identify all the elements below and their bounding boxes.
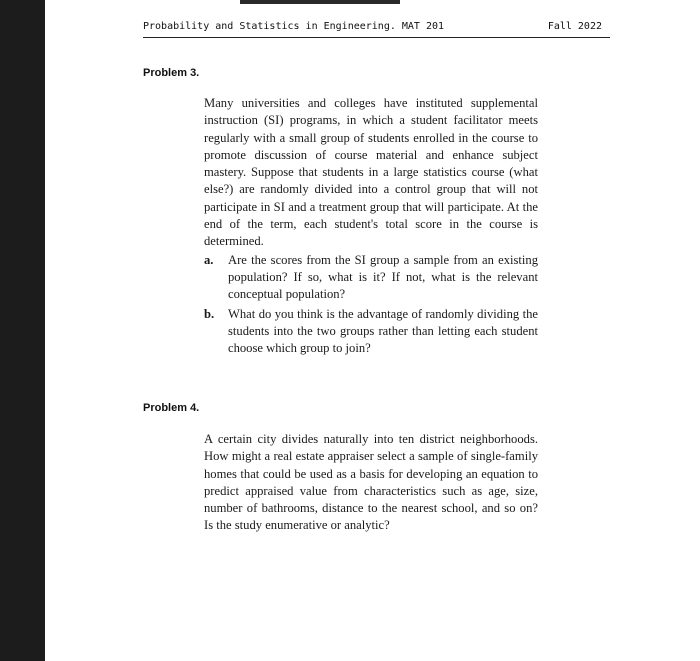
problem-3-text: Many universities and colleges have instituted supplemental instruction (SI) programs, in which a student facilitator meets regularly with a small group of students enrolled in the course to promote discussion of course material and enhance subject mastery. Suppose that students in a large statistics course (what else?) are randomly divided into a control group that will not participate in SI and a treatment group that will participate. At the end of the term, each student's total score in the course is determined. bbox=[204, 96, 538, 249]
top-edge-strip bbox=[240, 0, 400, 4]
left-dark-margin bbox=[0, 0, 45, 661]
problem-3-label: Problem 3. bbox=[143, 67, 200, 79]
term-label: Fall 2022 bbox=[547, 21, 602, 32]
question-a-label: a. bbox=[204, 252, 214, 267]
problem-4-text: A certain city divides naturally into ten district neighborhoods. How might a real estate appraiser select a sample of single-family homes that could be used as a basis for developing an equation to predict appraised value from characteristics such as age, size, number of bathrooms, distance to the nearest school, and so on? Is the study enumerative or analytic? bbox=[204, 432, 538, 533]
problem-4-body bbox=[204, 431, 538, 535]
course-title: Probability and Statistics in Engineering. MAT 201 bbox=[143, 21, 445, 32]
page-header bbox=[143, 17, 610, 38]
question-a bbox=[204, 252, 538, 304]
problem-4-label: Problem 4. bbox=[143, 402, 200, 414]
question-a-text: Are the scores from the SI group a sample from an existing population? If so, what is it? If not, what is the relevant conceptual population? bbox=[228, 252, 538, 302]
question-b-text: What do you think is the advantage of randomly dividing the students into the two groups rather than letting each student choose which group to join? bbox=[228, 306, 538, 356]
question-b bbox=[204, 306, 538, 358]
problem-3-body bbox=[204, 95, 538, 357]
question-b-label: b. bbox=[204, 306, 215, 321]
